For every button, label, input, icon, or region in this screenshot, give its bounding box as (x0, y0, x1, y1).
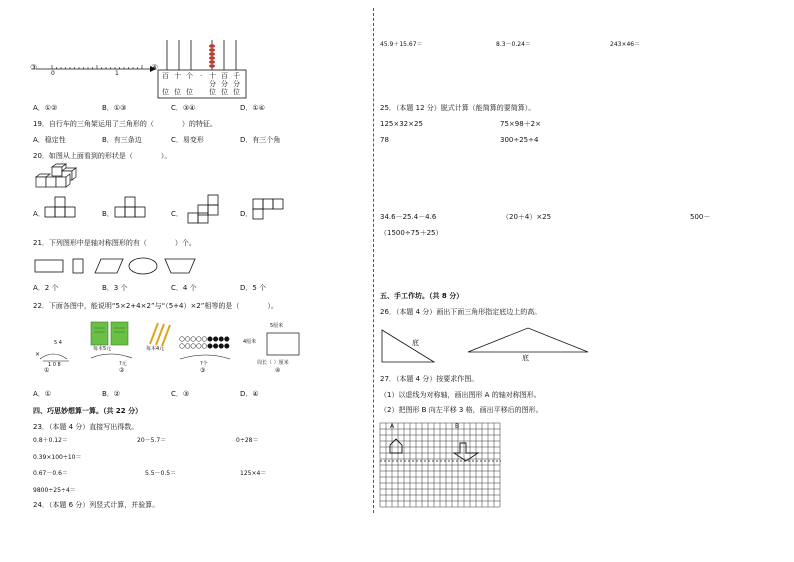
abacus-label: 位 (209, 88, 216, 96)
abacus-label: 分 (233, 80, 240, 88)
fig5-bottom: 周长（ ）厘米 (257, 360, 289, 366)
numberline-label-3: ③ (30, 63, 38, 72)
grid-figure (380, 423, 502, 513)
fig-index-2: ② (119, 367, 125, 374)
q19-option-b[interactable]: B．有三条边 (102, 136, 142, 144)
q21-question: 21．下列图形中是轴对称图形的有（ ）个。 (33, 239, 196, 247)
q23-question: 23．（本题 4 分）直接写出得数。 (33, 423, 139, 431)
q20-option-d[interactable]: D． (240, 210, 253, 218)
section5-title: 五、手工作坊。（共 8 分） (380, 292, 464, 300)
calc-item: 243×46＝ (610, 41, 641, 48)
q20-shape-b (115, 196, 155, 222)
q18-option-b[interactable]: B．①③ (102, 104, 127, 112)
calc-item: 9800÷25÷4＝ (33, 487, 76, 494)
q18-option-a[interactable]: A．①② (33, 104, 58, 112)
calc-item: 0.8＋0.12＝ (33, 437, 68, 444)
q20-question: 20．如图从上面看到的形状是（ ）。 (33, 152, 172, 160)
calc-item: 300÷25÷4 (500, 136, 539, 144)
q19-question: 19．自行车的三角架运用了三角形的（ ）的特征。 (33, 120, 217, 128)
abacus-label: 百 (221, 72, 228, 80)
abacus-label: 个 (186, 72, 193, 80)
q22-option-a[interactable]: A．① (33, 390, 52, 398)
dot (225, 337, 230, 342)
q19-option-a[interactable]: A．稳定性 (33, 136, 66, 144)
fig1-times: × (35, 351, 41, 358)
dot (185, 337, 190, 342)
abacus-label: 十 (174, 72, 181, 80)
book-figure (88, 320, 138, 368)
abacus-label: 分 (221, 80, 228, 88)
dot (185, 344, 190, 349)
dot (202, 344, 207, 349)
calc-item: 125×32×25 (380, 120, 423, 128)
calc-item: 0.39×100÷10＝ (33, 454, 82, 461)
abacus-label: 位 (221, 88, 228, 96)
fig3-left: 每本4元 (146, 346, 165, 352)
q20-shape-a (45, 196, 85, 222)
fig2-left: 每本5元 (93, 346, 112, 352)
dot (197, 344, 202, 349)
abacus-label: 位 (174, 88, 181, 96)
abacus-label: 十 (209, 72, 216, 80)
fig1-bottom: 1 0 8 (48, 362, 61, 368)
calc-item: 0÷28＝ (236, 437, 259, 444)
q19-option-c[interactable]: C．易变形 (171, 136, 204, 144)
q24-question: 24．（本题 6 分）列竖式计算，并验算。 (33, 501, 160, 509)
q22-option-d[interactable]: D．④ (240, 390, 259, 398)
left-column (0, 0, 372, 562)
q21-shapes (33, 256, 203, 276)
q27-question: 27．（本题 4 分）按要求作图。 (380, 375, 479, 383)
fig2-right: ?元 (119, 361, 127, 367)
numberline-label-0: 0 (51, 70, 55, 77)
calc-item: 8.3－0.24＝ (496, 41, 531, 48)
calc-item: 34.6－25.4－4.6 (380, 213, 437, 221)
dot (180, 337, 185, 342)
q25-question: 25．（本题 12 分）脱式计算（能简算的要简算）。 (380, 104, 536, 112)
grid-label-a: A (390, 423, 395, 430)
calc-item: 5.5－0.5＝ (145, 470, 177, 477)
abacus-dot: · (200, 72, 203, 80)
q21-option-d[interactable]: D．5 个 (240, 284, 267, 292)
fig1-top: 5 4 (54, 340, 62, 346)
calc-item: 78 (380, 136, 389, 144)
column-divider (373, 8, 374, 513)
right-column (376, 0, 794, 562)
dot (213, 337, 218, 342)
base-label: 底 (412, 339, 419, 347)
q20-option-c[interactable]: C． (171, 210, 183, 218)
dot (191, 337, 196, 342)
q18-option-c[interactable]: C．③④ (171, 104, 196, 112)
dot (197, 337, 202, 342)
dot (213, 344, 218, 349)
abacus-label: 位 (162, 88, 169, 96)
triangles-figure (378, 322, 598, 368)
fig5-left: 4厘米 (243, 339, 257, 345)
abacus-label: 分 (209, 80, 216, 88)
dot (208, 337, 213, 342)
rect-figure (262, 331, 302, 357)
q20-option-b[interactable]: B． (102, 210, 114, 218)
q20-shape-c (183, 195, 223, 223)
dot (219, 337, 224, 342)
q21-option-b[interactable]: B．3 个 (102, 284, 128, 292)
calc-item: （20＋4）×25 (502, 213, 552, 221)
dot (180, 344, 185, 349)
calc-item: 75×98＋2× (500, 120, 541, 128)
base-label: 底 (522, 354, 529, 362)
calc-item: 500－ (690, 213, 711, 221)
numberline-label-4: ④ (151, 63, 159, 72)
fig-index-4: ④ (275, 367, 281, 374)
q27-part1: （1）以虚线为对称轴，画出图形 A 的轴对称图形。 (380, 391, 541, 399)
fig-index-3: ③ (200, 367, 206, 374)
dot (202, 337, 207, 342)
q20-option-a[interactable]: A． (33, 210, 45, 218)
calc-item: 0.67－0.6＝ (33, 470, 68, 477)
section4-title: 四、巧思妙想算一算。（共 22 分） (33, 407, 143, 415)
q26-question: 26．（本题 4 分）画出下面三角形指定底边上的高。 (380, 308, 542, 316)
abacus-label: 位 (233, 88, 240, 96)
abacus-label: 百 (162, 72, 169, 80)
q27-part2: （2）把图形 B 向左平移 3 格，画出平移后的图形。 (380, 406, 543, 414)
dot (191, 344, 196, 349)
dot (219, 344, 224, 349)
dot (208, 344, 213, 349)
calc-item: 125×4＝ (240, 470, 267, 477)
calc-item: 20－5.7＝ (137, 437, 167, 444)
fig4-bottom: ?个 (200, 361, 208, 367)
abacus-label: 位 (186, 88, 193, 96)
abacus-label: 千 (233, 72, 240, 80)
q22-question: 22．下面各图中，能说明“5×2+4×2”与“（5+4）×2”相等的是（ ）。 (33, 302, 278, 310)
q20-shape-d (252, 198, 292, 222)
fig-index-1: ① (44, 367, 50, 374)
numberline-label-1: 1 (115, 70, 119, 77)
q22-option-c[interactable]: C．③ (171, 390, 190, 398)
calc-item: 45.9＋15.67＝ (380, 41, 423, 48)
cube-stack-figure (34, 165, 84, 191)
grid-label-b: B (455, 423, 460, 430)
q18-option-d[interactable]: D．①④ (240, 104, 265, 112)
dot (225, 344, 230, 349)
calc-item: （1500÷75＋25） (380, 229, 443, 237)
q19-option-d[interactable]: D．有三个角 (240, 136, 281, 144)
q22-option-b[interactable]: B．② (102, 390, 121, 398)
q21-option-a[interactable]: A．2 个 (33, 284, 59, 292)
q21-option-c[interactable]: C．4 个 (171, 284, 197, 292)
fig5-top: 5厘米 (270, 323, 284, 329)
